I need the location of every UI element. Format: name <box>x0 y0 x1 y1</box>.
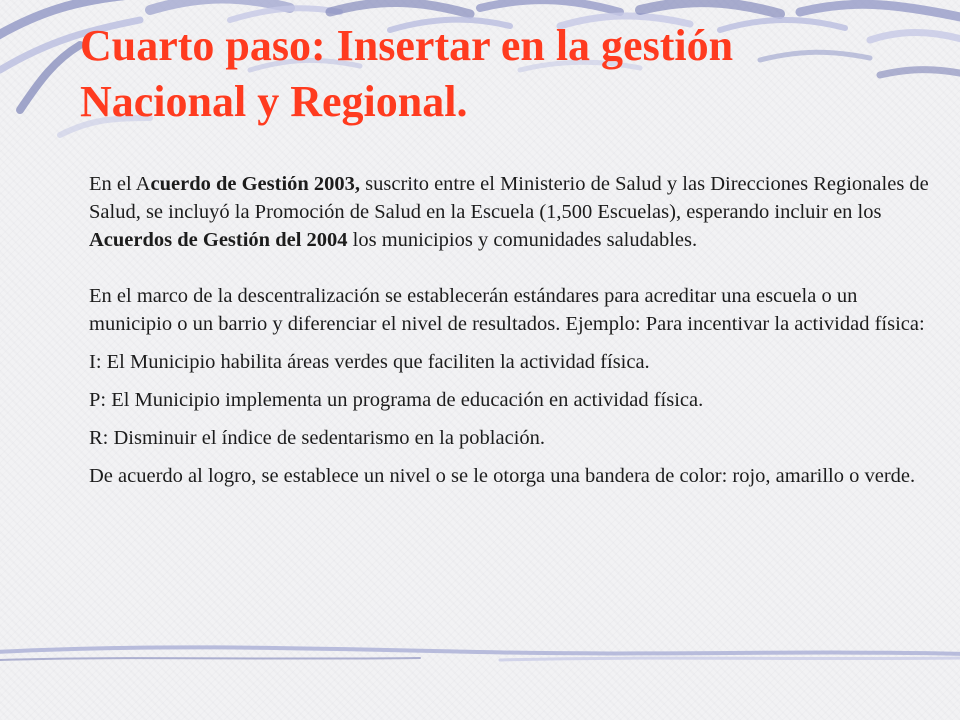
bold-run: Acuerdos de Gestión del 2004 <box>89 229 348 251</box>
paragraph-acuerdo <box>89 170 929 254</box>
bold-run: cuerdo de Gestión 2003, <box>150 173 361 195</box>
paragraph-logro: De acuerdo al logro, se establece un nivel o se le otorga una bandera de color: rojo, amarillo o verde. <box>89 465 916 487</box>
paragraph-descentralizacion: En el marco de la descentralización se establecerán estándares para acreditar una escuela o un municipio o un barrio y diferenciar el nivel de resultados. Ejemplo: Para incentivar la actividad física: <box>89 285 925 335</box>
slide-title <box>80 18 920 130</box>
title-line-1: Cuarto paso: Insertar en la gestión <box>80 21 734 70</box>
item-i: I: El Municipio habilita áreas verdes que faciliten la actividad física. <box>89 351 650 373</box>
title-line-2: Nacional y Regional. <box>80 77 468 126</box>
slide-body <box>89 170 929 490</box>
text-run: En el A <box>89 173 151 195</box>
item-p: P: El Municipio implementa un programa de educación en actividad física. <box>89 389 704 411</box>
text-run: los municipios y comunidades saludables. <box>347 229 698 251</box>
text-run: suscrito entre el Ministerio de Salud y las Direcciones Regionales de Salud, se incluyó la Promoción de Salud en la Escuela (1,500 Escuelas), esperando incluir en los <box>89 173 929 223</box>
item-r: R: Disminuir el índice de sedentarismo en la población. <box>89 427 546 449</box>
